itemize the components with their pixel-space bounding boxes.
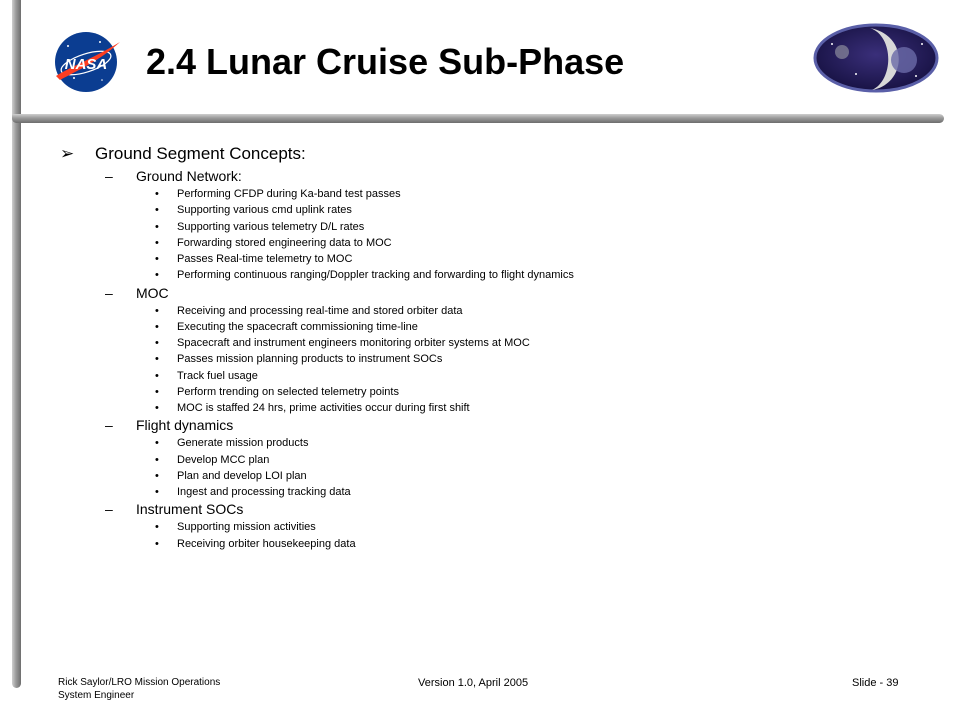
list-item [60,303,920,319]
list-item-text: Performing continuous ranging/Doppler tracking and forwarding to flight dynamics [177,269,574,282]
footer-author [58,676,220,702]
slide-body [60,141,920,552]
bullet-marker: • [155,320,159,333]
bullet-marker: • [155,385,159,398]
bullet-marker: • [155,453,159,466]
dash-marker: – [105,284,113,301]
group-heading-ground-network [60,167,920,186]
list-item-text: Track fuel usage [177,369,258,382]
list-item-text: Plan and develop LOI plan [177,469,307,482]
list-item-text: Develop MCC plan [177,453,270,466]
list-item [60,251,920,267]
bullet-marker: • [155,537,159,550]
group-label: Ground Network: [136,168,242,184]
list-item [60,484,920,500]
list-item [60,319,920,335]
bullet-marker: • [155,402,159,414]
mission-logo [812,22,940,94]
list-item-text: Receiving orbiter housekeeping data [177,537,356,550]
bullet-marker: • [155,253,159,265]
footer-author-line1: Rick Saylor/LRO Mission Operations [58,677,221,688]
list-item [60,452,920,468]
list-item-text: Passes mission planning products to instrument SOCs [177,353,443,366]
list-item-text: Generate mission products [177,437,309,450]
list-item-text: Receiving and processing real-time and stored orbiter data [177,304,463,317]
list-item-text: Performing CFDP during Ka-band test passes [177,188,401,200]
list-item [60,351,920,367]
list-item [60,219,920,235]
bullet-marker: • [155,521,159,534]
slide-title: 2.4 Lunar Cruise Sub-Phase [146,41,625,82]
nasa-logo [50,30,122,94]
bullet-marker: • [155,220,159,233]
outline-heading-text: Ground Segment Concepts: [95,144,306,163]
bullet-marker: • [155,369,159,382]
arrow-bullet-icon: ➢ [60,144,75,163]
list-item-text: Ingest and processing tracking data [177,486,351,498]
bullet-marker: • [155,469,159,482]
footer-version: Version 1.0, April 2005 [418,677,529,689]
list-item [60,335,920,351]
list-item [60,235,920,251]
group-label: MOC [136,284,169,301]
list-item [60,384,920,400]
slide-number: Slide - 39 [852,677,899,689]
list-item [60,267,920,283]
group-label: Instrument SOCs [136,501,244,518]
dash-marker: – [105,417,113,434]
list-item [60,186,920,202]
list-item [60,519,920,535]
list-item-text: Supporting various telemetry D/L rates [177,220,365,233]
list-item [60,368,920,384]
list-item-text: Supporting mission activities [177,521,316,534]
list-item-text: Forwarding stored engineering data to MOC [177,236,392,249]
group-heading-instrument-socs [60,500,920,519]
bullet-marker: • [155,337,159,349]
dash-marker: – [105,501,113,518]
list-item-text: MOC is staffed 24 hrs, prime activities occur during first shift [177,402,470,414]
bullet-marker: • [155,304,159,317]
group-heading-moc [60,284,920,303]
group-label: Flight dynamics [136,417,234,434]
list-item [60,400,920,416]
list-item-text: Supporting various cmd uplink rates [177,204,352,217]
dash-marker: – [105,168,113,184]
bullet-marker: • [155,236,159,249]
svg-text:NASA: NASA [64,56,108,73]
bullet-marker: • [155,486,159,498]
list-item [60,202,920,218]
list-item [60,435,920,451]
bullet-marker: • [155,269,159,282]
left-frame-bar [12,0,21,688]
group-heading-flight-dynamics [60,416,920,435]
footer-author-line2: System Engineer [58,690,135,701]
list-item-text: Executing the spacecraft commissioning time-line [177,320,418,333]
list-item-text: Passes Real-time telemetry to MOC [177,253,353,265]
list-item [60,536,920,552]
bullet-marker: • [155,204,159,217]
list-item-text: Perform trending on selected telemetry points [177,385,399,398]
list-item [60,468,920,484]
outline-heading [60,141,920,167]
bullet-marker: • [155,188,159,200]
header-divider-bar [12,114,944,123]
bullet-marker: • [155,437,159,450]
bullet-marker: • [155,353,159,366]
list-item-text: Spacecraft and instrument engineers monitoring orbiter systems at MOC [177,337,530,349]
